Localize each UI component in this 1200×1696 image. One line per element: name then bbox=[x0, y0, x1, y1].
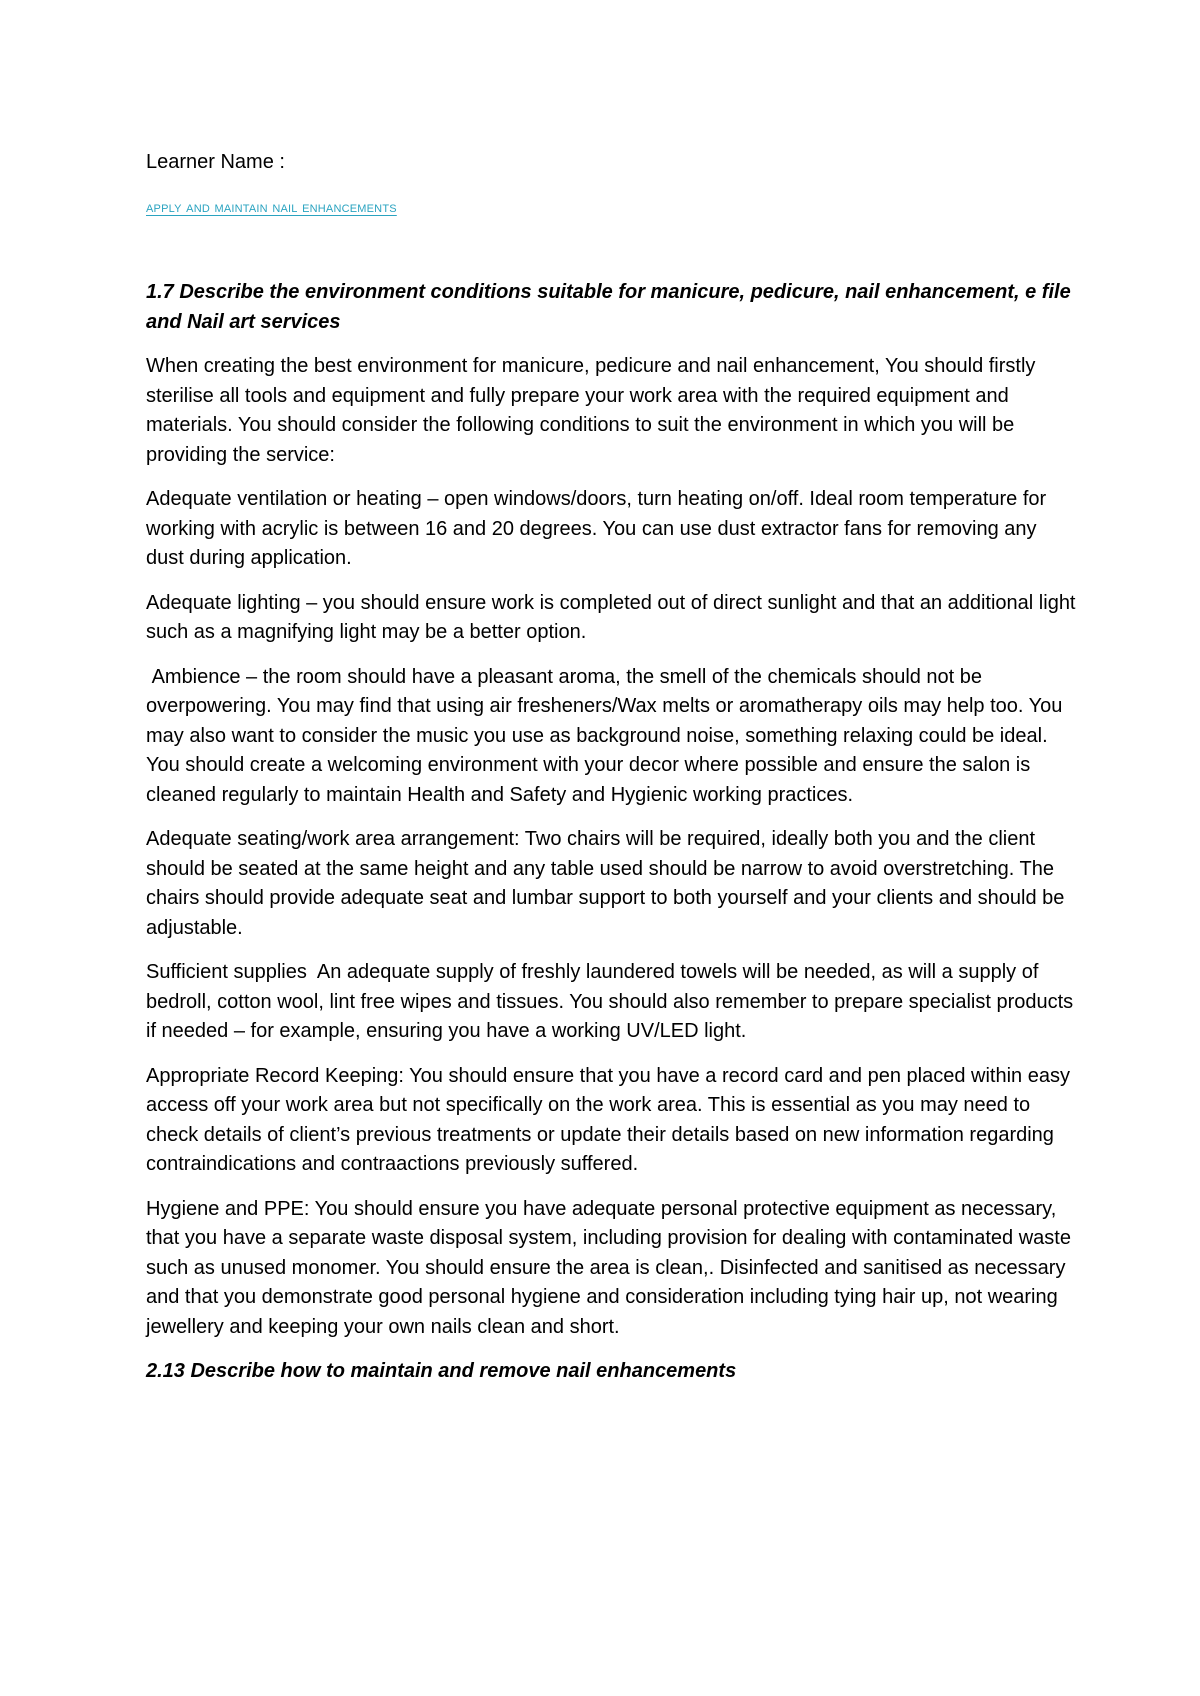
section-heading-1-7: 1.7 Describe the environment conditions suitable for manicure, pedicure, nail enhancement, e file and Nail art services bbox=[146, 281, 1071, 333]
paragraph-record-keeping: Appropriate Record Keeping: You should ensure that you have a record card and pen placed within easy access off your work area but not specifically on the work area. This is essential as you may need to check details of client’s previous treatments or update their details based on new information regarding contraindications and contraactions previously suffered. bbox=[146, 1064, 1070, 1175]
paragraph-ambience: Ambience – the room should have a pleasant aroma, the smell of the chemicals should not be overpowering. You may find that using air fresheners/Wax melts or aromatherapy oils may help too. You may also want to consider the music you use as background noise, something relaxing could be ideal. You should create a welcoming environment with your decor where possible and ensure the salon is cleaned regularly to maintain Health and Safety and Hygienic working practices. bbox=[146, 665, 1068, 806]
paragraph-intro: When creating the best environment for manicure, pedicure and nail enhancement, You should firstly sterilise all tools and equipment and fully prepare your work area with the required equipment and materials. You should consider the following conditions to suit the environment in which you will be providing the service: bbox=[146, 355, 1036, 466]
paragraph-supplies: Sufficient supplies An adequate supply of freshly laundered towels will be needed, as will a supply of bedroll, cotton wool, lint free wipes and tissues. You should also remember to prepare specialist products if needed – for example, ensuring you have a working UV/LED light. bbox=[146, 961, 1079, 1042]
document-page bbox=[146, 148, 1082, 1387]
document-title: apply and maintain nail enhancements bbox=[146, 198, 397, 216]
paragraph-hygiene-ppe: Hygiene and PPE: You should ensure you have adequate personal protective equipment as necessary, that you have a separate waste disposal system, including provision for dealing with contaminated waste such as unused monomer. You should ensure the area is clean,. Disinfected and sanitised as necessary and that you demonstrate good personal hygiene and consideration including tying hair up, not wearing jewellery and keeping your own nails clean and short. bbox=[146, 1197, 1071, 1338]
learner-name-label: Learner Name : bbox=[146, 151, 285, 173]
paragraph-ventilation: Adequate ventilation or heating – open windows/doors, turn heating on/off. Ideal room temperature for working with acrylic is between 16 and 20 degrees. You can use dust extractor fans for removing any dust during application. bbox=[146, 488, 1047, 569]
paragraph-seating: Adequate seating/work area arrangement: Two chairs will be required, ideally both you and the client should be seated at the same height and any table used should be narrow to avoid overstretching. The chairs should provide adequate seat and lumbar support to both yourself and your clients and should be adjustable. bbox=[146, 828, 1065, 939]
section-heading-2-13: 2.13 Describe how to maintain and remove nail enhancements bbox=[146, 1360, 737, 1382]
paragraph-lighting: Adequate lighting – you should ensure work is completed out of direct sunlight and that an additional light such as a magnifying light may be a better option. bbox=[146, 591, 1082, 643]
